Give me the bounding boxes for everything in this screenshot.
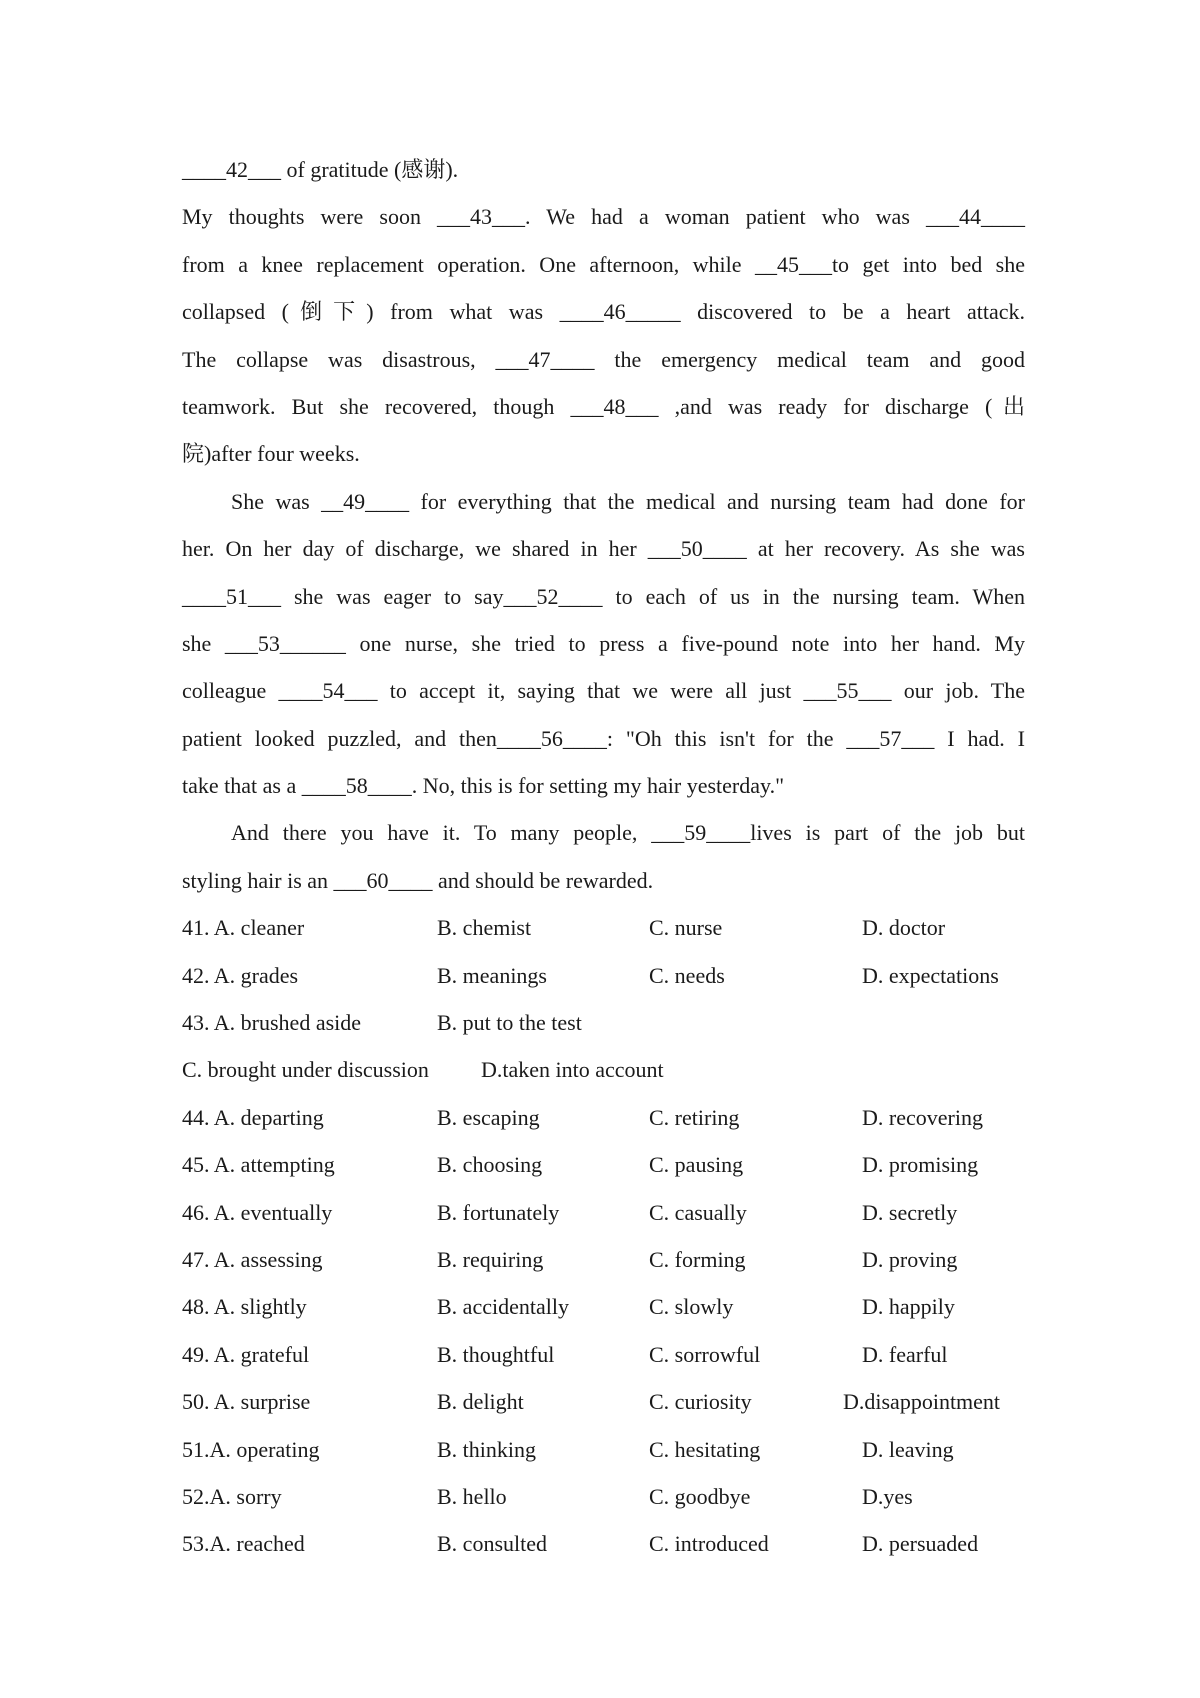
option-b: B. escaping xyxy=(437,1104,540,1130)
option-d: D. recovering xyxy=(862,1104,983,1130)
passage-line: ____51___ she was eager to say___52____ to each of us in the nursing team. When xyxy=(182,583,1025,609)
option-b: B. fortunately xyxy=(437,1199,560,1225)
passage-line: her. On her day of discharge, we shared in her ___50____ at her recovery. As she was xyxy=(182,536,1025,562)
option-d: D. proving xyxy=(862,1246,958,1272)
document-page xyxy=(182,146,1025,1568)
passage-line: colleague ____54___ to accept it, saying that we were all just ___55___ our job. The xyxy=(182,678,1025,704)
passage-line: ____42___ of gratitude (感谢). xyxy=(182,157,459,182)
option-a: 47. A. assessing xyxy=(182,1246,323,1272)
option-d: D.taken into account xyxy=(481,1057,664,1083)
question-options xyxy=(182,1236,1025,1283)
option-a: 50. A. surprise xyxy=(182,1389,311,1415)
options-list xyxy=(182,904,1025,1567)
option-b: B. requiring xyxy=(437,1246,544,1272)
passage-line: The collapse was disastrous, ___47____ the emergency medical team and good xyxy=(182,346,1025,372)
option-b: B. delight xyxy=(437,1389,524,1415)
option-a: 41. A. cleaner xyxy=(182,915,305,941)
option-c: C. needs xyxy=(649,962,725,988)
option-a: 44. A. departing xyxy=(182,1104,324,1130)
option-d: D. persuaded xyxy=(862,1531,979,1557)
option-d: D. expectations xyxy=(862,962,999,988)
option-c: C. nurse xyxy=(649,915,723,941)
option-d: D. happily xyxy=(862,1294,955,1320)
option-a: 52.A. sorry xyxy=(182,1483,282,1509)
option-a: 43. A. brushed aside xyxy=(182,1010,362,1036)
option-b: B. consulted xyxy=(437,1531,547,1557)
question-options xyxy=(182,999,1025,1046)
question-options xyxy=(182,1141,1025,1188)
option-b: B. choosing xyxy=(437,1152,543,1178)
option-c: C. forming xyxy=(649,1246,746,1272)
passage-line: patient looked puzzled, and then____56____: "Oh this isn't for the ___57___ I had. I xyxy=(182,725,1025,751)
option-c: C. brought under discussion xyxy=(182,1057,429,1083)
option-c: C. casually xyxy=(649,1199,747,1225)
passage-line: My thoughts were soon ___43___. We had a woman patient who was ___44____ xyxy=(182,204,1025,230)
question-options xyxy=(182,1520,1025,1567)
question-options xyxy=(182,904,1025,951)
question-options xyxy=(182,952,1025,999)
question-options xyxy=(182,1331,1025,1378)
option-c: C. pausing xyxy=(649,1152,744,1178)
option-b: B. hello xyxy=(437,1483,507,1509)
option-d: D. secretly xyxy=(862,1199,958,1225)
question-options xyxy=(182,1283,1025,1330)
question-options xyxy=(182,1426,1025,1473)
option-d: D. fearful xyxy=(862,1341,948,1367)
option-d: D.disappointment xyxy=(843,1389,1001,1415)
option-c: C. sorrowful xyxy=(649,1341,761,1367)
option-c: C. curiosity xyxy=(649,1389,752,1415)
option-d: D. doctor xyxy=(862,915,946,941)
option-a: 42. A. grades xyxy=(182,962,299,988)
question-options xyxy=(182,1189,1025,1236)
option-c: C. introduced xyxy=(649,1531,769,1557)
question-options xyxy=(182,1378,1025,1425)
option-b: B. accidentally xyxy=(437,1294,569,1320)
option-a: 48. A. slightly xyxy=(182,1294,307,1320)
option-b: B. put to the test xyxy=(437,1010,582,1036)
option-d: D.yes xyxy=(862,1483,913,1509)
question-options xyxy=(182,1046,1025,1093)
option-b: B. chemist xyxy=(437,915,532,941)
passage-line: she ___53______ one nurse, she tried to press a five-pound note into her hand. My xyxy=(182,630,1025,656)
option-c: C. hesitating xyxy=(649,1436,761,1462)
question-options xyxy=(182,1473,1025,1520)
question-options xyxy=(182,1094,1025,1141)
option-a: 51.A. operating xyxy=(182,1436,320,1462)
option-b: B. thinking xyxy=(437,1436,537,1462)
passage-line: styling hair is an ___60____ and should be rewarded. xyxy=(182,867,654,893)
option-b: B. thoughtful xyxy=(437,1341,555,1367)
passage-line: teamwork. But she recovered, though ___48___ ,and was ready for discharge (出 xyxy=(182,393,1025,419)
option-c: C. retiring xyxy=(649,1104,740,1130)
option-d: D. promising xyxy=(862,1152,979,1178)
option-a: 45. A. attempting xyxy=(182,1152,335,1178)
passage-line: And there you have it. To many people, ___59____lives is part of the job but xyxy=(231,820,1025,846)
passage xyxy=(182,146,1025,904)
option-d: D. leaving xyxy=(862,1436,954,1462)
passage-line: She was __49____ for everything that the medical and nursing team had done for xyxy=(231,488,1025,514)
passage-line: collapsed (倒下) from what was ____46_____ discovered to be a heart attack. xyxy=(182,299,1025,325)
passage-line: 院)after four weeks. xyxy=(182,441,360,467)
option-c: C. slowly xyxy=(649,1294,734,1320)
option-a: 49. A. grateful xyxy=(182,1341,310,1367)
passage-line: from a knee replacement operation. One afternoon, while __45___to get into bed she xyxy=(182,251,1025,277)
option-a: 46. A. eventually xyxy=(182,1199,333,1225)
option-c: C. goodbye xyxy=(649,1483,751,1509)
option-a: 53.A. reached xyxy=(182,1531,305,1557)
option-b: B. meanings xyxy=(437,962,547,988)
passage-line: take that as a ____58____. No, this is for setting my hair yesterday." xyxy=(182,773,785,799)
